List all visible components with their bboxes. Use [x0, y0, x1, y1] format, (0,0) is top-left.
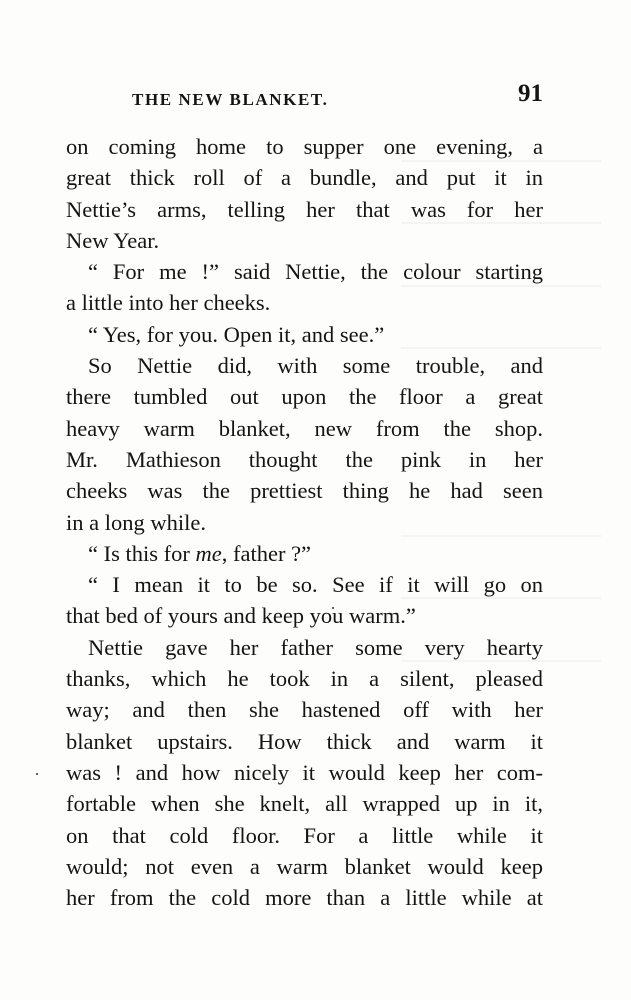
text-line: “ Is this for me, father ?” [88, 540, 312, 566]
text-line: there tumbled out upon the floor a great [66, 384, 543, 410]
text-line: way; and then she hastened off with her [66, 697, 543, 723]
text-line: cheeks was the prettiest thing he had seen [66, 478, 543, 504]
text-line: “ Yes, for you. Open it, and see.” [88, 321, 385, 347]
text-line: Nettie gave her father some very hearty [88, 634, 543, 660]
text-line: her from the cold more than a little while at [66, 885, 543, 911]
text-line: that bed of yours and keep you warm.” [66, 603, 416, 629]
text-line: Mr. Mathieson thought the pink in her [66, 446, 543, 472]
text-line: New Year. [66, 227, 160, 253]
text-line: “ For me !” said Nettie, the colour starting [88, 259, 543, 285]
text-line: blanket upstairs. How thick and warm it [66, 728, 543, 754]
text-line: in a long while. [66, 509, 206, 535]
text-line: heavy warm blanket, new from the shop. [66, 415, 543, 441]
text-line: thanks, which he took in a silent, pleased [66, 666, 543, 692]
text-line: “ I mean it to be so. See if it will go on [88, 572, 543, 598]
page-number: 91 [518, 80, 543, 107]
text-line: great thick roll of a bundle, and put it in [66, 165, 543, 191]
speck [36, 773, 38, 775]
running-title: THE NEW BLANKET. [132, 90, 329, 109]
text-line: So Nettie did, with some trouble, and [88, 353, 543, 379]
emphasis: me [195, 540, 222, 566]
text-line: fortable when she knelt, all wrapped up in it, [66, 791, 543, 817]
text-line: a little into her cheeks. [66, 290, 271, 316]
text-line: on that cold floor. For a little while it [66, 822, 543, 848]
text-line: would; not even a warm blanket would keep [66, 853, 543, 879]
running-header [66, 80, 543, 118]
text-line: Nettie’s arms, telling her that was for her [66, 196, 543, 222]
text-line: on coming home to supper one evening, a [66, 134, 543, 159]
body-text [66, 131, 543, 913]
text-line: was ! and how nicely it would keep her com- [66, 759, 543, 785]
